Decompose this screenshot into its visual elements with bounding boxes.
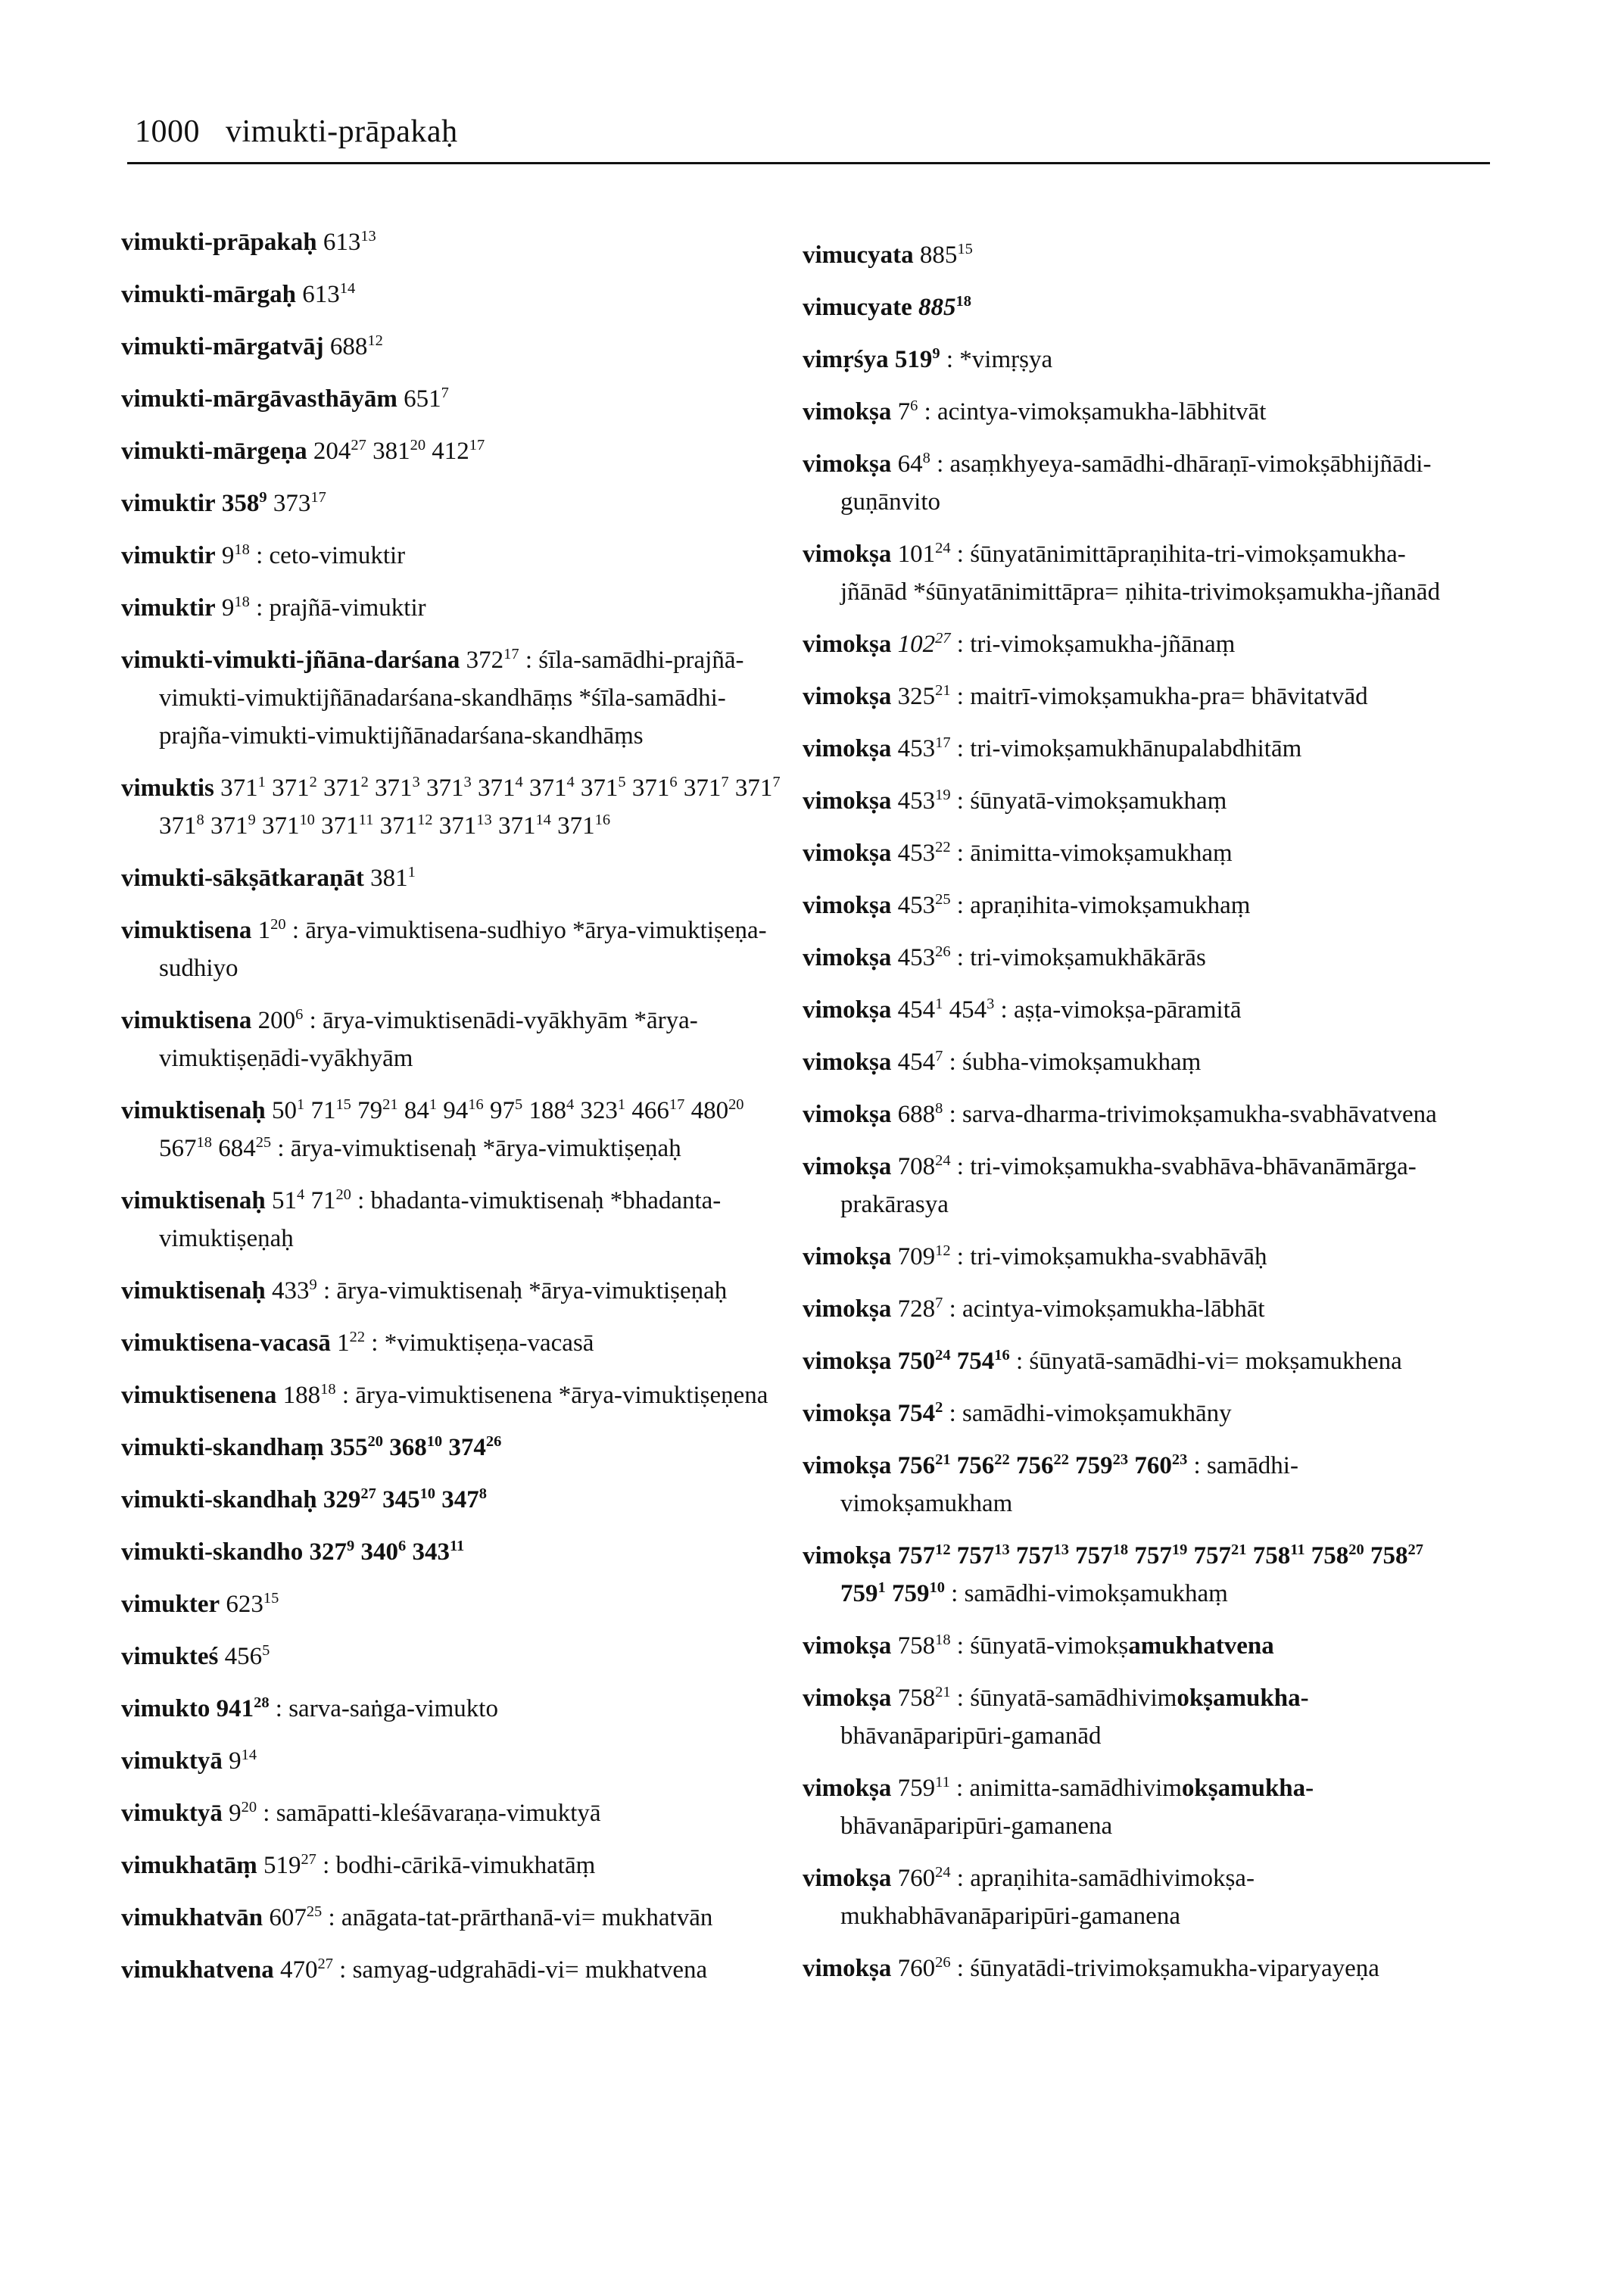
index-entry: vimokṣa $756^{21}$ $756^{22}$ $756^{22}$ $759^{23}$ $760^{23}$ : samādhi-vimokṣamukham (803, 1451, 1298, 1517)
index-entry: vimukti-skandho $327^9$ $340^6$ $343^{11}$ (121, 1538, 465, 1566)
index-entry: vimuktyā $9^{20}$ : samāpatti-kleśāvaraṇa-vimuktyā (121, 1799, 601, 1827)
index-entry: vimokṣa $454^7$ : śubha-vimokṣamukhaṃ (803, 1048, 1202, 1076)
index-entry: vimokṣa $101^{24}$ : śūnyatānimittāpraṇihita-tri-vimokṣamukha-jñānād *śūnyatānimittāpra= ṇihita-trivimokṣamukha-jñanād (803, 540, 1441, 606)
index-entry: vimokṣa $759^{11}$ : animitta-samādhivimokṣamukha-bhāvanāparipūri-gamanena (803, 1774, 1314, 1840)
index-entry: vimokṣa $454^1$ $454^3$ : aṣṭa-vimokṣa-pāramitā (803, 996, 1242, 1024)
index-entry: vimokṣa $728^7$ : acintya-vimokṣamukha-lābhāt (803, 1295, 1265, 1323)
index-entry: vimuktisenaḥ $433^9$ : ārya-vimuktisenaḥ *ārya-vimuktiṣeṇaḥ (121, 1276, 728, 1304)
left-column (121, 223, 787, 2003)
index-entry: vimukhatāṃ $519^{27}$ : bodhi-cārikā-vimukhatāṃ (121, 1851, 596, 1879)
index-entry: vimuktisena $200^6$ : ārya-vimuktisenādi-vyākhyām *ārya-vimuktiṣeṇādi-vyākhyām (121, 1006, 698, 1072)
index-entry: vimokṣa $758^{18}$ : śūnyatā-vimokṣamukhatvena (803, 1632, 1274, 1660)
index-entry: vimokṣa $453^{25}$ : apraṇihita-vimokṣamukhaṃ (803, 891, 1251, 919)
index-entry: vimokṣa $102^{27}$ : tri-vimokṣamukha-jñānaṃ (803, 630, 1236, 658)
index-entry: vimṛśya $519^9$ : *vimṛṣya (803, 345, 1053, 373)
index-entry: vimokṣa $760^{26}$ : śūnyatādi-trivimokṣamukha-viparyayeṇa (803, 1954, 1379, 1982)
header-rule (127, 162, 1490, 164)
page-number: 1000 (135, 114, 200, 149)
index-entry: vimukti-mārgatvāj $688^{12}$ (121, 332, 383, 360)
index-entry: vimokṣa $325^{21}$ : maitrī-vimokṣamukha-pra= bhāvitatvād (803, 682, 1368, 710)
running-head (135, 114, 458, 150)
right-column (803, 236, 1469, 2002)
index-entry: vimokṣa $453^{26}$ : tri-vimokṣamukhākārās (803, 943, 1206, 971)
index-entry: vimokṣa $758^{21}$ : śūnyatā-samādhivimokṣamukha-bhāvanāparipūri-gamanād (803, 1684, 1309, 1750)
index-entry: vimuktir $9^{18}$ : prajñā-vimuktir (121, 594, 426, 622)
index-entry: vimokṣa $760^{24}$ : apraṇihita-samādhivimokṣa-mukhabhāvanāparipūri-gamanena (803, 1864, 1255, 1930)
index-entry: vimokṣa $7^6$ : acintya-vimokṣamukha-lābhitvāt (803, 397, 1267, 425)
index-entry: vimuktyā $9^{14}$ (121, 1747, 257, 1775)
index-entry: vimukhatvena $470^{27}$ : samyag-udgrahādi-vi= mukhatvena (121, 1956, 708, 1984)
index-entry: vimucyata $885^{15}$ (803, 241, 973, 269)
index-entry: vimukti-vimukti-jñāna-darśana $372^{17}$ : śīla-samādhi-prajñā-vimukti-vimuktijñānadarśana-skandhāṃs *śīla-samādhi-prajña-vimukti-vimuktijñānadarśana-skandhāṃs (121, 646, 744, 750)
index-entry: vimukhatvān $607^{25}$ : anāgata-tat-prārthanā-vi= mukhatvān (121, 1903, 713, 1931)
index-entry: vimokṣa $750^{24}$ $754^{16}$ : śūnyatā-samādhi-vi= mokṣamukhena (803, 1347, 1402, 1375)
index-entry: vimokṣa $754^2$ : samādhi-vimokṣamukhāny (803, 1399, 1232, 1427)
index-entry: vimukti-mārgeṇa $204^{27}$ $381^{20}$ $412^{17}$ (121, 437, 485, 465)
index-entry: vimuktisenaḥ $50^1$ $71^{15}$ $79^{21}$ $84^1$ $94^{16}$ $97^5$ $188^4$ $323^1$ $466^{17}$ $480^{20}$ $567^{18}$ $684^{25}$ : ārya-vimuktisenaḥ *ārya-vimuktiṣeṇaḥ (121, 1096, 744, 1162)
index-entry: vimuktisenaḥ $51^4$ $71^{20}$ : bhadanta-vimuktisenaḥ *bhadanta-vimuktiṣeṇaḥ (121, 1186, 722, 1252)
index-entry: vimukti-prāpakaḥ $613^{13}$ (121, 228, 376, 256)
index-entry: vimucyate $885^{18}$ (803, 293, 971, 321)
index-entry: vimuktisenena $188^{18}$ : ārya-vimuktisenena *ārya-vimuktiṣeṇena (121, 1381, 768, 1409)
index-entry: vimokṣa $64^8$ : asaṃkhyeya-samādhi-dhāraṇī-vimokṣābhijñādi-guṇānvito (803, 450, 1432, 516)
index-entry: vimukter $623^{15}$ (121, 1590, 279, 1618)
index-entry: vimuktisena $1^{20}$ : ārya-vimuktisena-sudhiyo *ārya-vimuktiṣeṇa-sudhiyo (121, 916, 767, 982)
index-entry: vimukti-sākṣātkaraṇāt $381^1$ (121, 864, 416, 892)
index-entry: vimuktisena-vacasā $1^{22}$ : *vimuktiṣeṇa-vacasā (121, 1329, 594, 1357)
index-entry: vimukti-mārgāvasthāyām $651^7$ (121, 385, 449, 413)
index-entry: vimokṣa $708^{24}$ : tri-vimokṣamukha-svabhāva-bhāvanāmārga-prakārasya (803, 1152, 1417, 1218)
index-entry: vimukti-skandhaṃ $355^{20}$ $368^{10}$ $374^{26}$ (121, 1433, 502, 1461)
index-entry: vimokṣa $453^{19}$ : śūnyatā-vimokṣamukhaṃ (803, 787, 1227, 815)
index-entry: vimokṣa $709^{12}$ : tri-vimokṣamukha-svabhāvāḥ (803, 1242, 1267, 1270)
index-entry: vimokṣa $757^{12}$ $757^{13}$ $757^{13}$ $757^{18}$ $757^{19}$ $757^{21}$ $758^{11}$ $758^{20}$ $758^{27}$ $759^1$ $759^{10}$ : samādhi-vimokṣamukhaṃ (803, 1541, 1423, 1607)
index-entry: vimokṣa $453^{17}$ : tri-vimokṣamukhānupalabdhitām (803, 734, 1302, 762)
running-title: vimukti-prāpakaḥ (226, 114, 458, 149)
index-entry: vimukti-skandhaḥ $329^{27}$ $345^{10}$ $347^8$ (121, 1485, 487, 1513)
index-entry: vimuktir $358^9$ $373^{17}$ (121, 489, 326, 517)
index-entry: vimukteś $456^5$ (121, 1642, 270, 1670)
index-entry: vimuktis $371^1$ $371^2$ $371^2$ $371^3$ $371^3$ $371^4$ $371^4$ $371^5$ $371^6$ $371^7$ $371^7$ $371^8$ $371^9$ $371^{10}$ $371^{11}$ $371^{12}$ $371^{13}$ $371^{14}$ $371^{16}$ (121, 774, 781, 840)
index-entry: vimokṣa $688^8$ : sarva-dharma-trivimokṣamukha-svabhāvatvena (803, 1100, 1437, 1128)
index-entry: vimokṣa $453^{22}$ : ānimitta-vimokṣamukhaṃ (803, 839, 1233, 867)
index-entry: vimukti-mārgaḥ $613^{14}$ (121, 280, 356, 308)
index-entry: vimukto $941^{28}$ : sarva-saṅga-vimukto (121, 1694, 498, 1722)
index-entry: vimuktir $9^{18}$ : ceto-vimuktir (121, 541, 406, 569)
